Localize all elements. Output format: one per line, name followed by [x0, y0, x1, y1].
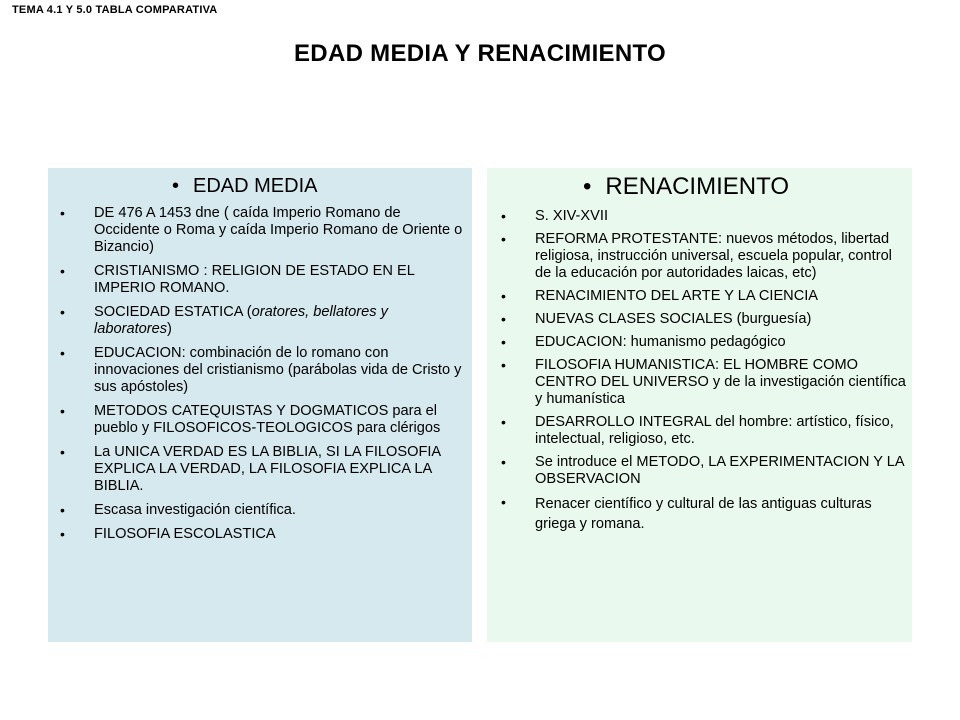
- list-item: [501, 208, 906, 225]
- bullet-icon: •: [501, 334, 506, 350]
- list-item: [501, 231, 906, 282]
- list-item-text-part: SOCIEDAD ESTATICA (: [94, 304, 252, 320]
- bullet-icon: •: [60, 205, 65, 221]
- list-item: [501, 454, 906, 488]
- list-item-text: La UNICA VERDAD ES LA BIBLIA, SI LA FILOSOFIA EXPLICA LA VERDAD, LA FILOSOFIA EXPLICA LA BIBLIA.: [94, 444, 441, 494]
- list-item: [60, 526, 464, 543]
- list-item-text: Se introduce el METODO, LA EXPERIMENTACION Y LA OBSERVACION: [535, 454, 904, 487]
- bullet-icon: •: [501, 231, 506, 247]
- bullet-icon: •: [60, 345, 65, 361]
- list-item-text: NUEVAS CLASES SOCIALES (burguesía): [535, 311, 812, 327]
- list-item-text: DESARROLLO INTEGRAL del hombre: artístico, físico, intelectual, religioso, etc.: [535, 414, 894, 447]
- page-title: EDAD MEDIA Y RENACIMIENTO: [294, 40, 666, 67]
- bullet-icon: •: [60, 526, 65, 542]
- renacimiento-list: [501, 208, 906, 540]
- list-item: [501, 494, 906, 534]
- list-item: [60, 205, 464, 256]
- list-item: [60, 345, 464, 396]
- bullet-icon: •: [60, 403, 65, 419]
- bullet-icon: •: [501, 494, 506, 510]
- topic-tag: TEMA 4.1 Y 5.0 TABLA COMPARATIVA: [12, 4, 218, 16]
- list-item-text: FILOSOFIA HUMANISTICA: EL HOMBRE COMO CENTRO DEL UNIVERSO y de la investigación científica y humanística: [535, 357, 906, 407]
- renacimiento-heading-text: RENACIMIENTO: [605, 173, 789, 200]
- list-item-text: EDUCACION: combinación de lo romano con innovaciones del cristianismo (parábolas vida de Cristo y sus apóstoles): [94, 345, 462, 395]
- list-item-text: DE 476 A 1453 dne ( caída Imperio Romano de Occidente o Roma y caída Imperio Romano de Oriente o Bizancio): [94, 205, 463, 255]
- edad-media-heading: [172, 175, 317, 198]
- list-item-text: REFORMA PROTESTANTE: nuevos métodos, libertad religiosa, instrucción universal, escuela popular, control de la educación por autoridades laicas, etc): [535, 231, 892, 281]
- bullet-icon: •: [501, 288, 506, 304]
- list-item: [60, 263, 464, 297]
- list-item-text: RENACIMIENTO DEL ARTE Y LA CIENCIA: [535, 288, 819, 304]
- renacimiento-column: [487, 168, 912, 642]
- bullet-icon: •: [60, 502, 65, 518]
- edad-media-column: [48, 168, 472, 642]
- list-item: [60, 444, 464, 495]
- bullet-icon: •: [501, 208, 506, 224]
- list-item-text: FILOSOFIA ESCOLASTICA: [94, 526, 276, 542]
- bullet-icon: •: [583, 173, 592, 200]
- list-item: [60, 502, 464, 519]
- bullet-icon: •: [501, 414, 506, 430]
- bullet-icon: •: [501, 454, 506, 470]
- bullet-icon: •: [172, 175, 180, 197]
- renacimiento-heading: [583, 173, 789, 201]
- list-item-text: Renacer científico y cultural de las antiguas culturas griega y romana.: [535, 496, 872, 532]
- list-item-text: CRISTIANISMO : RELIGION DE ESTADO EN EL IMPERIO ROMANO.: [94, 263, 415, 296]
- list-item-text: METODOS CATEQUISTAS Y DOGMATICOS para el pueblo y FILOSOFICOS-TEOLOGICOS para clérigos: [94, 403, 441, 436]
- edad-media-list: [60, 205, 464, 550]
- bullet-icon: •: [501, 311, 506, 327]
- list-item: [501, 414, 906, 448]
- bullet-icon: •: [60, 263, 65, 279]
- list-item-text-part: ): [167, 321, 172, 337]
- list-item-text: Escasa investigación científica.: [94, 502, 296, 518]
- list-item-text: S. XIV-XVII: [535, 208, 608, 224]
- list-item: [60, 403, 464, 437]
- bullet-icon: •: [60, 444, 65, 460]
- list-item-text: [94, 304, 464, 338]
- list-item: [60, 304, 464, 338]
- list-item-italic-text: oratores, bellatores y laboratores: [94, 304, 388, 337]
- list-item: [501, 357, 906, 408]
- list-item: [501, 311, 906, 328]
- bullet-icon: •: [60, 304, 65, 320]
- list-item: [501, 288, 906, 305]
- list-item-text: EDUCACION: humanismo pedagógico: [535, 334, 786, 350]
- bullet-icon: •: [501, 357, 506, 373]
- list-item: [501, 334, 906, 351]
- edad-media-heading-text: EDAD MEDIA: [193, 175, 318, 197]
